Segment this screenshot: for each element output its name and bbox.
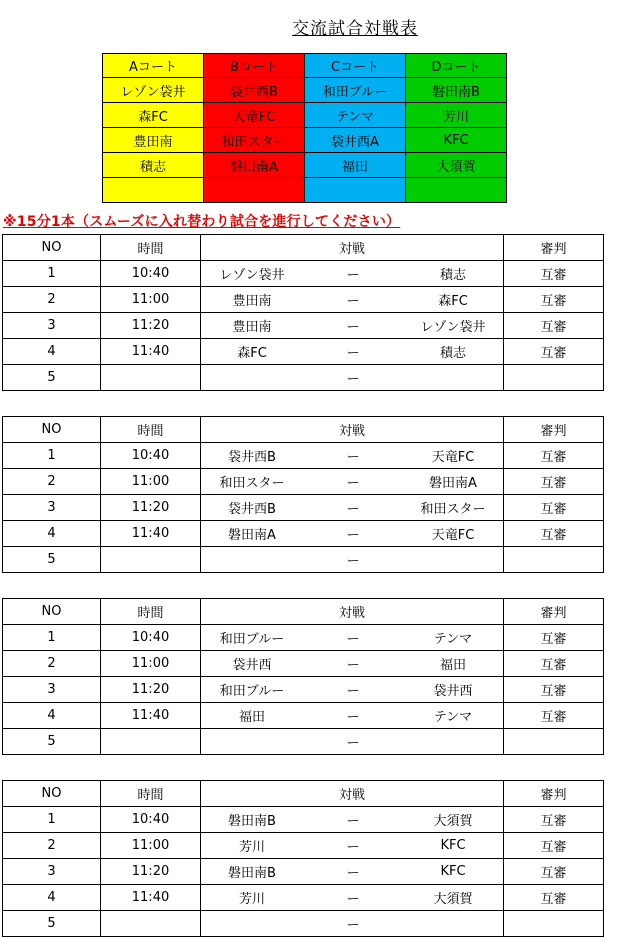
match-no: 5: [3, 729, 101, 755]
away-team: 和田スター: [420, 502, 486, 517]
court-team-cell: 和田スター: [204, 128, 305, 153]
court-team-row: [103, 153, 507, 178]
home-team: 袋井西B: [228, 502, 276, 517]
match-teams: [201, 287, 504, 313]
court-team-cell: 福田: [305, 153, 406, 178]
match-referee: 互審: [504, 677, 604, 703]
match-time: 11:00: [101, 651, 201, 677]
match-note: ※15分1本（スムーズに入れ替わり試合を進行してください）: [3, 214, 401, 230]
header-time: 時間: [101, 417, 201, 443]
match-teams: [201, 651, 504, 677]
match-no: 3: [3, 495, 101, 521]
versus-dash: ー: [346, 450, 360, 465]
away-team: テンマ: [433, 632, 473, 647]
match-teams: [201, 911, 504, 937]
match-no: 5: [3, 911, 101, 937]
table-row: [3, 547, 604, 573]
versus-dash: ー: [346, 866, 360, 881]
header-no: NO: [3, 599, 101, 625]
away-team: 森FC: [438, 294, 468, 309]
table-row: [3, 313, 604, 339]
court-team-cell: 大須賀: [406, 153, 507, 178]
court-header-cell: Bコート: [204, 54, 305, 78]
header-time: 時間: [101, 781, 201, 807]
table-row: [3, 469, 604, 495]
court-team-cell: 森FC: [103, 103, 204, 128]
home-team: レゾン袋井: [219, 268, 285, 283]
match-teams: [201, 677, 504, 703]
match-referee: 互審: [504, 703, 604, 729]
away-team: KFC: [440, 864, 466, 879]
court-team-cell: 袋井西B: [204, 78, 305, 103]
away-team: 積志: [439, 346, 466, 361]
match-teams: [201, 807, 504, 833]
header-no: NO: [3, 417, 101, 443]
match-no: 5: [3, 547, 101, 573]
table-row: [3, 807, 604, 833]
match-referee: 互審: [504, 521, 604, 547]
match-referee: 互審: [504, 261, 604, 287]
away-team: 積志: [439, 268, 466, 283]
court-team-cell: 芳川: [406, 103, 507, 128]
versus-dash: ー: [346, 346, 360, 361]
table-row: [3, 833, 604, 859]
court-team-cell: 積志: [103, 153, 204, 178]
versus-dash: ー: [346, 736, 360, 751]
court-team-cell: 袋井西A: [305, 128, 406, 153]
match-time: 11:40: [101, 521, 201, 547]
match-referee: 互審: [504, 495, 604, 521]
court-team-row: [103, 178, 507, 203]
match-no: 4: [3, 703, 101, 729]
versus-dash: ー: [346, 268, 360, 283]
away-team: KFC: [440, 838, 466, 853]
versus-dash: ー: [346, 840, 360, 855]
away-team: 福田: [439, 658, 466, 673]
table-row: [3, 339, 604, 365]
match-no: 3: [3, 859, 101, 885]
match-teams: [201, 469, 504, 495]
match-no: 1: [3, 261, 101, 287]
table-row: [3, 703, 604, 729]
match-teams: [201, 885, 504, 911]
match-time: 11:40: [101, 885, 201, 911]
header-match: 対戦: [201, 599, 504, 625]
match-referee: 互審: [504, 833, 604, 859]
match-referee: 互審: [504, 313, 604, 339]
home-team: 和田ブルー: [219, 684, 285, 699]
away-team: 袋井西: [433, 684, 473, 699]
home-team: 袋井西B: [228, 450, 276, 465]
match-time: 10:40: [101, 261, 201, 287]
match-no: 1: [3, 807, 101, 833]
match-referee: [504, 911, 604, 937]
match-teams: [201, 443, 504, 469]
table-row: [3, 729, 604, 755]
header-referee: 審判: [504, 781, 604, 807]
table-row: [3, 885, 604, 911]
versus-dash: ー: [346, 684, 360, 699]
court-header-cell: Dコート: [406, 54, 507, 78]
court-team-row: [103, 78, 507, 103]
court-team-cell: レゾン袋井: [103, 78, 204, 103]
away-team: 大須賀: [433, 814, 473, 829]
match-no: 3: [3, 677, 101, 703]
court-team-row: [103, 103, 507, 128]
away-team: テンマ: [433, 710, 473, 725]
table-row: [3, 911, 604, 937]
versus-dash: ー: [346, 632, 360, 647]
match-no: 2: [3, 651, 101, 677]
match-no: 5: [3, 365, 101, 391]
match-referee: 互審: [504, 469, 604, 495]
schedule-table-2: [2, 416, 604, 573]
match-time: 10:40: [101, 625, 201, 651]
schedule-header-row: [3, 599, 604, 625]
court-assignment-table: [102, 53, 507, 203]
away-team: レゾン袋井: [420, 320, 486, 335]
match-referee: [504, 729, 604, 755]
match-referee: 互審: [504, 651, 604, 677]
home-team: 袋井西: [232, 658, 272, 673]
court-team-cell: [103, 178, 204, 203]
match-referee: 互審: [504, 807, 604, 833]
court-team-cell: 磐田南B: [406, 78, 507, 103]
header-referee: 審判: [504, 417, 604, 443]
away-team: 磐田南A: [429, 476, 477, 491]
match-referee: [504, 547, 604, 573]
table-row: [3, 859, 604, 885]
page-title: 交流試合対戦表: [292, 19, 418, 39]
match-teams: [201, 495, 504, 521]
court-team-cell: テンマ: [305, 103, 406, 128]
header-time: 時間: [101, 599, 201, 625]
match-time: [101, 911, 201, 937]
header-no: NO: [3, 781, 101, 807]
home-team: 豊田南: [232, 294, 272, 309]
match-teams: [201, 261, 504, 287]
versus-dash: ー: [346, 554, 360, 569]
table-row: [3, 651, 604, 677]
home-team: 和田スター: [219, 476, 285, 491]
match-teams: [201, 339, 504, 365]
court-header-row: [103, 54, 507, 78]
schedule-table-1: [2, 234, 604, 391]
court-team-cell: 磐田南A: [204, 153, 305, 178]
match-teams: [201, 313, 504, 339]
match-time: 11:00: [101, 287, 201, 313]
table-row: [3, 521, 604, 547]
schedule-header-row: [3, 417, 604, 443]
schedule-header-row: [3, 781, 604, 807]
match-time: 11:00: [101, 469, 201, 495]
versus-dash: ー: [346, 710, 360, 725]
away-team: 大須賀: [433, 892, 473, 907]
court-header-cell: Cコート: [305, 54, 406, 78]
match-no: 2: [3, 833, 101, 859]
home-team: 森FC: [237, 346, 267, 361]
match-no: 4: [3, 339, 101, 365]
home-team: 芳川: [238, 840, 265, 855]
match-teams: [201, 365, 504, 391]
match-referee: 互審: [504, 287, 604, 313]
home-team: 和田ブルー: [219, 632, 285, 647]
header-time: 時間: [101, 235, 201, 261]
table-row: [3, 261, 604, 287]
match-teams: [201, 729, 504, 755]
match-time: 11:40: [101, 339, 201, 365]
match-no: 1: [3, 443, 101, 469]
match-time: [101, 547, 201, 573]
versus-dash: ー: [346, 918, 360, 933]
match-referee: 互審: [504, 443, 604, 469]
table-row: [3, 287, 604, 313]
match-time: [101, 365, 201, 391]
court-team-row: [103, 128, 507, 153]
away-team: 天竜FC: [431, 528, 475, 543]
home-team: 磐田南B: [228, 814, 276, 829]
header-match: 対戦: [201, 235, 504, 261]
match-referee: 互審: [504, 859, 604, 885]
match-time: 11:00: [101, 833, 201, 859]
match-referee: 互審: [504, 885, 604, 911]
versus-dash: ー: [346, 892, 360, 907]
home-team: 磐田南B: [228, 866, 276, 881]
match-teams: [201, 625, 504, 651]
match-referee: 互審: [504, 625, 604, 651]
away-team: 天竜FC: [431, 450, 475, 465]
table-row: [3, 443, 604, 469]
match-time: 11:20: [101, 859, 201, 885]
match-no: 2: [3, 287, 101, 313]
match-time: 11:20: [101, 677, 201, 703]
home-team: 豊田南: [232, 320, 272, 335]
match-teams: [201, 547, 504, 573]
court-team-cell: [406, 178, 507, 203]
match-teams: [201, 703, 504, 729]
court-team-cell: [204, 178, 305, 203]
home-team: 福田: [238, 710, 265, 725]
header-no: NO: [3, 235, 101, 261]
versus-dash: ー: [346, 814, 360, 829]
versus-dash: ー: [346, 320, 360, 335]
match-no: 1: [3, 625, 101, 651]
schedule-header-row: [3, 235, 604, 261]
table-row: [3, 625, 604, 651]
versus-dash: ー: [346, 658, 360, 673]
versus-dash: ー: [346, 294, 360, 309]
court-team-cell: 天竜FC: [204, 103, 305, 128]
versus-dash: ー: [346, 372, 360, 387]
match-teams: [201, 833, 504, 859]
match-time: 11:20: [101, 313, 201, 339]
match-no: 4: [3, 885, 101, 911]
match-referee: 互審: [504, 339, 604, 365]
versus-dash: ー: [346, 502, 360, 517]
header-match: 対戦: [201, 781, 504, 807]
court-team-cell: [305, 178, 406, 203]
header-referee: 審判: [504, 599, 604, 625]
schedule-table-4: [2, 780, 604, 937]
versus-dash: ー: [346, 528, 360, 543]
match-no: 4: [3, 521, 101, 547]
court-header-cell: Aコート: [103, 54, 204, 78]
court-team-cell: 和田ブルー: [305, 78, 406, 103]
match-time: 11:20: [101, 495, 201, 521]
match-teams: [201, 521, 504, 547]
match-referee: [504, 365, 604, 391]
court-team-cell: KFC: [406, 128, 507, 153]
match-time: 11:40: [101, 703, 201, 729]
match-time: 10:40: [101, 443, 201, 469]
home-team: 磐田南A: [228, 528, 276, 543]
header-referee: 審判: [504, 235, 604, 261]
court-team-cell: 豊田南: [103, 128, 204, 153]
table-row: [3, 677, 604, 703]
match-no: 3: [3, 313, 101, 339]
schedule-table-3: [2, 598, 604, 755]
versus-dash: ー: [346, 476, 360, 491]
table-row: [3, 495, 604, 521]
match-time: 10:40: [101, 807, 201, 833]
table-row: [3, 365, 604, 391]
home-team: 芳川: [238, 892, 265, 907]
match-no: 2: [3, 469, 101, 495]
match-teams: [201, 859, 504, 885]
match-time: [101, 729, 201, 755]
header-match: 対戦: [201, 417, 504, 443]
